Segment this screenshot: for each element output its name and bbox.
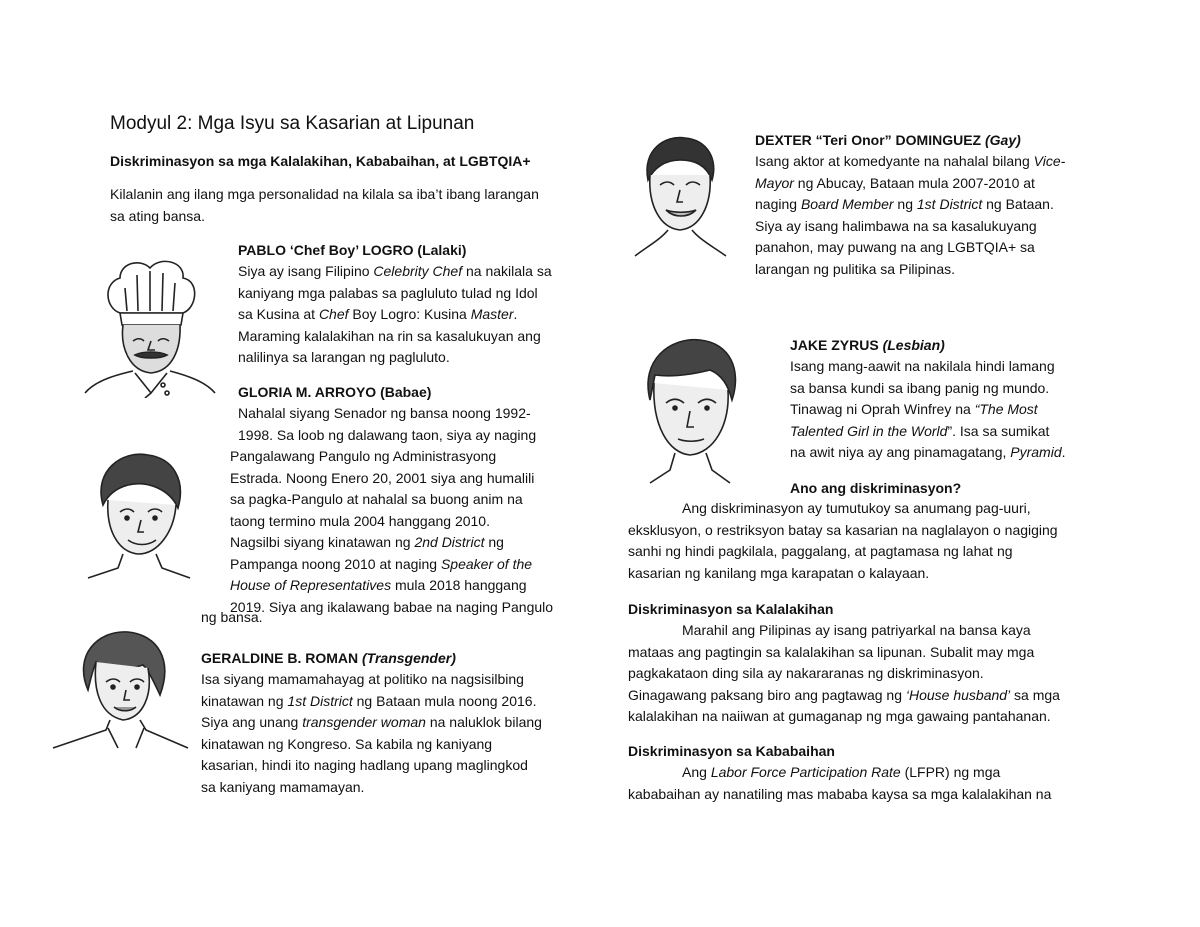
text: ng Bataan mula noong 2016. — [352, 692, 537, 709]
text: GERALDINE B. ROMAN — [201, 650, 362, 666]
text: sa kaniyang mamamayan. — [201, 778, 365, 795]
text: Ginagawang paksang biro ang pagtawag ng — [628, 686, 906, 703]
text: mataas ang pagtingin sa kalalakihan sa lipunan. Subalit may mga — [628, 643, 1035, 660]
text: Chef — [318, 306, 349, 322]
text: Celebrity Chef — [373, 263, 463, 279]
text: kinatawan ng — [201, 692, 288, 709]
text: 1st District — [916, 196, 983, 212]
text: Talented Girl in the World — [790, 422, 948, 439]
kalalakihan-body — [628, 620, 1060, 728]
kababaihan-heading: Diskriminasyon sa Kababaihan — [628, 743, 835, 759]
gloria-portrait-illustration — [78, 450, 196, 580]
text: (Gay) — [984, 132, 1021, 148]
intro-line: sa ating bansa. — [110, 207, 205, 224]
text: House of Representatives — [230, 577, 392, 593]
text: mula 2018 hanggang — [391, 577, 527, 593]
page-title: Modyul 2: Mga Isyu sa Kasarian at Lipunan — [110, 113, 475, 134]
text: kalalakihan na naiiwan at gumaganap ng mga gawaing pantahanan. — [628, 708, 1051, 724]
text: na nakilala sa — [462, 263, 552, 279]
text: Marahil ang Pilipinas ay isang patriyarkal na bansa kaya — [682, 622, 1031, 638]
text: panahon, may puwang na ang LGBTQIA+ sa — [755, 239, 1035, 255]
text: Maraming kalalakihan na rin sa kasalukuyan ang — [238, 327, 541, 344]
text: JAKE ZYRUS — [790, 337, 883, 353]
pablo-bio — [238, 261, 552, 369]
chef-portrait-illustration — [75, 253, 225, 398]
text: pagkakataon ding sila ay nakararanas ng diskriminasyon. — [628, 665, 984, 681]
text: 1998. Sa loob ng dalawang taon, siya ay naging — [238, 426, 537, 443]
text: Boy Logro: Kusina — [348, 306, 471, 322]
text: Board Member — [800, 196, 894, 212]
text: nalilinya sa larangan ng pagluluto. — [238, 349, 450, 365]
text: transgender woman — [302, 714, 426, 730]
text: Nahalal siyang Senador ng bansa noong 1992- — [238, 405, 531, 421]
intro-text — [110, 184, 539, 227]
text: 2019. Siya ang ikalawang babae na naging Pangulo — [230, 598, 554, 615]
text: Tinawag ni Oprah Winfrey na — [790, 401, 975, 417]
text: ng Abucay, Bataan mula 2007-2010 at — [793, 174, 1035, 191]
dexter-name — [755, 130, 1021, 152]
text: Vice- — [1033, 153, 1066, 169]
text: (Transgender) — [362, 650, 456, 666]
text: Siya ay isang Filipino — [238, 263, 374, 279]
text: Pangalawang Pangulo ng Administrasyong — [230, 448, 497, 464]
geraldine-name — [201, 648, 456, 670]
text: sa bansa kundi sa ibang panig ng mundo. — [790, 379, 1050, 396]
dexter-portrait-illustration — [630, 130, 728, 257]
text: naging — [755, 196, 801, 212]
text: ”. Isa sa sumikat — [947, 422, 1050, 439]
text: Ang — [682, 764, 711, 780]
text: Mayor — [755, 174, 794, 191]
text: na awit niya ay ang pinamagatang, — [790, 444, 1011, 460]
text: sa pagka-Pangulo at nahalal sa buong anim na — [230, 491, 523, 507]
text: Ang diskriminasyon ay tumutukoy sa anumang pag-uuri, — [682, 500, 1031, 516]
kalalakihan-heading: Diskriminasyon sa Kalalakihan — [628, 601, 834, 617]
text: ng — [484, 534, 504, 550]
text: Isang aktor at komedyante na nahalal bilang — [755, 153, 1034, 169]
text: kasarian ng kanilang mga karapatan o kalayaan. — [628, 564, 930, 581]
gloria-name: GLORIA M. ARROYO (Babae) — [238, 384, 432, 400]
text: Estrada. Noong Enero 20, 2001 siya ang humalili — [230, 469, 535, 486]
text: Labor Force Participation Rate — [710, 764, 901, 780]
text: Nagsilbi siyang kinatawan ng — [230, 534, 415, 550]
text: eksklusyon, o restriksyon batay sa kasarian na naglalayon o nagiging — [628, 521, 1058, 538]
text: sanhi ng hindi pagkilala, paggalang, at pagtamasa ng lahat ng — [628, 543, 1013, 559]
text: Pyramid — [1010, 444, 1062, 460]
gloria-bio-end: ng bansa. — [201, 609, 263, 625]
pablo-name: PABLO ‘Chef Boy’ LOGRO (Lalaki) — [238, 242, 467, 258]
text: . — [513, 306, 518, 322]
text: (Lesbian) — [882, 337, 945, 353]
text: 1st District — [287, 692, 353, 709]
ano-heading: Ano ang diskriminasyon? — [790, 480, 962, 496]
dexter-bio — [755, 151, 1065, 280]
intro-line: Kilalanin ang ilang mga personalidad na kilala sa iba’t ibang larangan — [110, 186, 539, 202]
text: kaniyang mga palabas sa pagluluto tulad ng Idol — [238, 284, 538, 301]
text: kababaihan ay nanatiling mas mababa kaysa sa mga kalalakihan na — [628, 785, 1052, 802]
text: larangan ng pulitika sa Pilipinas. — [755, 260, 956, 277]
text: Master — [470, 306, 514, 322]
text: Pampanga noong 2010 at naging — [230, 555, 441, 572]
text: Isa siyang mamamahayag at politiko na nagsisilbing — [201, 671, 524, 687]
text: Siya ang unang — [201, 714, 303, 730]
text: ‘House husband’ — [905, 686, 1011, 703]
text: kasarian, hindi ito naging hadlang upang maglingkod — [201, 757, 528, 773]
text: “The Most — [974, 401, 1038, 417]
text: na naluklok bilang — [425, 714, 542, 730]
jake-portrait-illustration — [630, 335, 748, 485]
text: Isang mang-aawit na nakilala hindi lamang — [790, 358, 1055, 374]
ano-body — [628, 498, 1058, 584]
text: ng Bataan. — [982, 196, 1054, 212]
text: sa Kusina at — [238, 306, 319, 322]
kababaihan-body — [628, 762, 1051, 805]
text: 2nd District — [414, 534, 485, 550]
text: Speaker of the — [440, 555, 533, 572]
text: ng — [893, 196, 917, 212]
text: DEXTER “Teri Onor” DOMINGUEZ — [755, 132, 985, 148]
text: taong termino mula 2004 hanggang 2010. — [230, 512, 490, 529]
geraldine-portrait-illustration — [48, 630, 193, 750]
text: kinatawan ng Kongreso. Sa kabila ng kaniyang — [201, 735, 493, 752]
text: . — [1061, 444, 1066, 460]
page-subtitle: Diskriminasyon sa mga Kalalakihan, Kababaihan, at LGBTQIA+ — [110, 153, 531, 169]
text: Siya ay isang halimbawa na sa kasalukuyang — [755, 217, 1037, 234]
text: sa mga — [1010, 686, 1060, 703]
geraldine-bio — [201, 669, 542, 798]
text: (LFPR) ng mga — [900, 764, 1001, 780]
gloria-bio — [230, 403, 553, 618]
jake-name — [790, 335, 945, 357]
jake-bio — [790, 356, 1066, 464]
